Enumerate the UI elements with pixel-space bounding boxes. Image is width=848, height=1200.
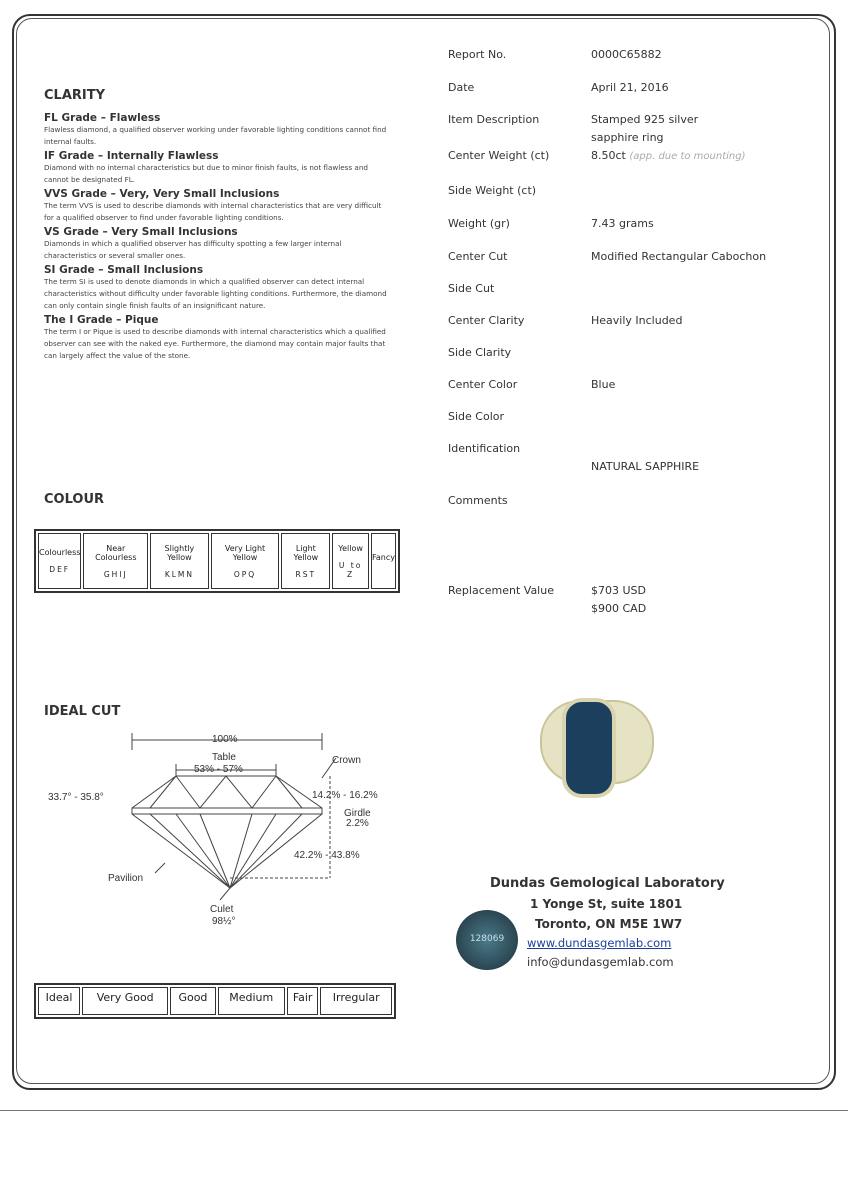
report-label: Weight (gr) — [448, 217, 510, 230]
cut-grade-cell: Fair — [287, 987, 319, 1015]
colour-name: Colourless — [39, 548, 81, 557]
colour-name: Fancy — [371, 552, 395, 562]
clarity-grade-heading: VS Grade – Very Small Inclusions — [44, 226, 238, 238]
report-label: Comments — [448, 494, 508, 507]
report-label: Date — [448, 81, 475, 94]
pavilion-depth-label: 42.2% - 43.8% — [294, 850, 360, 861]
report-label: Side Color — [448, 410, 505, 423]
report-value-line2: sapphire ring — [591, 131, 664, 144]
colour-cell — [371, 533, 396, 589]
report-value-text: 7.43 grams — [591, 217, 654, 230]
colour-name: Very Light Yellow — [224, 543, 266, 562]
total-width-label: 100% — [212, 734, 238, 745]
cut-grade-cell: Ideal — [38, 987, 80, 1015]
report-value-text: Modified Rectangular Cabochon — [591, 250, 767, 263]
crown-label: Crown — [332, 755, 361, 766]
lab-email: info@dundasgemlab.com — [527, 955, 674, 969]
clarity-grade-heading: VVS Grade – Very, Very Small Inclusions — [44, 188, 280, 200]
report-value-text: April 21, 2016 — [591, 81, 669, 94]
report-label: Center Clarity — [448, 314, 525, 327]
colour-grades: OPQ — [233, 569, 257, 579]
clarity-grade-heading: SI Grade – Small Inclusions — [44, 264, 204, 276]
cut-grade-cell: Very Good — [82, 987, 168, 1015]
colour-cell — [38, 533, 81, 589]
colour-name: Yellow — [338, 543, 363, 553]
divider — [0, 1110, 848, 1111]
report-label: Side Weight (ct) — [448, 184, 537, 197]
table-label: Table — [212, 752, 236, 763]
clarity-grade-text: Diamonds in which a qualified observer has difficulty spotting a few larger internal characteristics or several smaller ones. — [44, 239, 342, 260]
report-value — [591, 378, 615, 391]
cut-grade-cell: Medium — [218, 987, 285, 1015]
colour-cell — [281, 533, 330, 589]
report-value — [591, 217, 654, 230]
colour-grades: KLMN — [164, 569, 194, 579]
culet-angle-label: 98½° — [212, 916, 236, 927]
girdle-label: Girdle — [344, 808, 371, 819]
clarity-grade-heading: The I Grade – Pique — [44, 314, 159, 326]
colour-name: Near Colourless — [95, 543, 137, 562]
report-value-note: (app. due to mounting) — [629, 151, 746, 162]
lab-city: Toronto, ON M5E 1W7 — [535, 917, 683, 931]
report-label: Side Clarity — [448, 346, 512, 359]
clarity-grade-heading: IF Grade – Internally Flawless — [44, 150, 219, 162]
report-value — [591, 314, 682, 327]
ring-photo — [540, 690, 650, 800]
report-label: Side Cut — [448, 282, 495, 295]
report-label: Replacement Value — [448, 584, 554, 597]
report-value-text: 8.50ct — [591, 149, 626, 162]
report-label: Center Weight (ct) — [448, 149, 550, 162]
report-label: Center Cut — [448, 250, 508, 263]
colour-name: Light Yellow — [293, 543, 319, 562]
report-value — [591, 250, 766, 263]
clarity-grade-text: The term SI is used to denote diamonds in which a qualified observer can detect internal characteristics without difficulty under favorable lighting conditions. Furthermore, the diamond can only contain single finish faults of an insignificant nature. — [44, 277, 387, 310]
clarity-section — [44, 110, 389, 362]
report-value — [591, 48, 662, 61]
report-value — [591, 460, 699, 473]
colour-scale-table — [34, 529, 400, 593]
colour-grades: GHIJ — [103, 569, 128, 579]
report-value-text: NATURAL SAPPHIRE — [591, 460, 700, 473]
clarity-grade-text: Diamond with no internal characteristics but due to minor finish faults, is not flawless and cannot be designated FL. — [44, 163, 368, 184]
colour-title: COLOUR — [44, 492, 105, 507]
cut-grade-cell: Good — [170, 987, 215, 1015]
report-label: Item Description — [448, 113, 540, 126]
report-value — [591, 113, 698, 126]
diamond-diagram — [40, 728, 400, 928]
lab-address: 1 Yonge St, suite 1801 — [530, 897, 683, 911]
clarity-grade-heading: FL Grade – Flawless — [44, 112, 161, 124]
colour-cell — [332, 533, 369, 589]
ideal-cut-title: IDEAL CUT — [44, 704, 121, 719]
colour-grades: DEF — [49, 565, 71, 574]
report-label: Center Color — [448, 378, 518, 391]
lab-seal — [456, 910, 518, 970]
report-value-text: Heavily Included — [591, 314, 683, 327]
report-value-text: Blue — [591, 378, 616, 391]
colour-name: Slightly Yellow — [164, 543, 195, 562]
cut-grade-cell: Irregular — [320, 987, 392, 1015]
report-value — [591, 584, 646, 597]
clarity-grade-text: Flawless diamond, a qualified observer working under favorable lighting conditions cannot find internal faults. — [44, 125, 387, 146]
report-value — [591, 81, 669, 94]
crown-angle-label: 33.7° - 35.8° — [48, 792, 104, 803]
clarity-title: CLARITY — [44, 88, 106, 103]
lab-website-link[interactable]: www.dundasgemlab.com — [527, 936, 672, 950]
colour-cell — [150, 533, 209, 589]
report-value-text: 0000C65882 — [591, 48, 662, 61]
table-range-label: 53% - 57% — [194, 764, 243, 775]
report-label: Report No. — [448, 48, 507, 61]
report-value — [591, 149, 746, 162]
girdle-pct-label: 2.2% — [346, 818, 369, 829]
lab-name: Dundas Gemological Laboratory — [490, 876, 725, 891]
cut-grade-table — [34, 983, 396, 1019]
clarity-grade-text: The term I or Pique is used to describe diamonds with internal characteristics which a qualified observer can see with the naked eye. Furthermore, the diamond may contain major faults that can largely affect the value of the stone. — [44, 327, 386, 360]
culet-label: Culet — [210, 904, 234, 915]
report-value-line2: $900 CAD — [591, 602, 647, 615]
clarity-grade-text: The term VVS is used to describe diamonds with internal characteristics that are very difficult for a qualified observer to find under favorable lighting conditions. — [44, 201, 382, 222]
colour-cell — [211, 533, 280, 589]
colour-cell — [83, 533, 148, 589]
report-value-text: $703 USD — [591, 584, 646, 597]
report-label: Identification — [448, 442, 521, 455]
colour-grades: U to Z — [338, 560, 363, 579]
pavilion-label: Pavilion — [108, 873, 144, 884]
report-value-text: Stamped 925 silver — [591, 113, 699, 126]
seal-number: 128069 — [469, 934, 505, 944]
colour-grades: RST — [295, 569, 317, 579]
crown-height-label: 14.2% - 16.2% — [312, 790, 378, 801]
